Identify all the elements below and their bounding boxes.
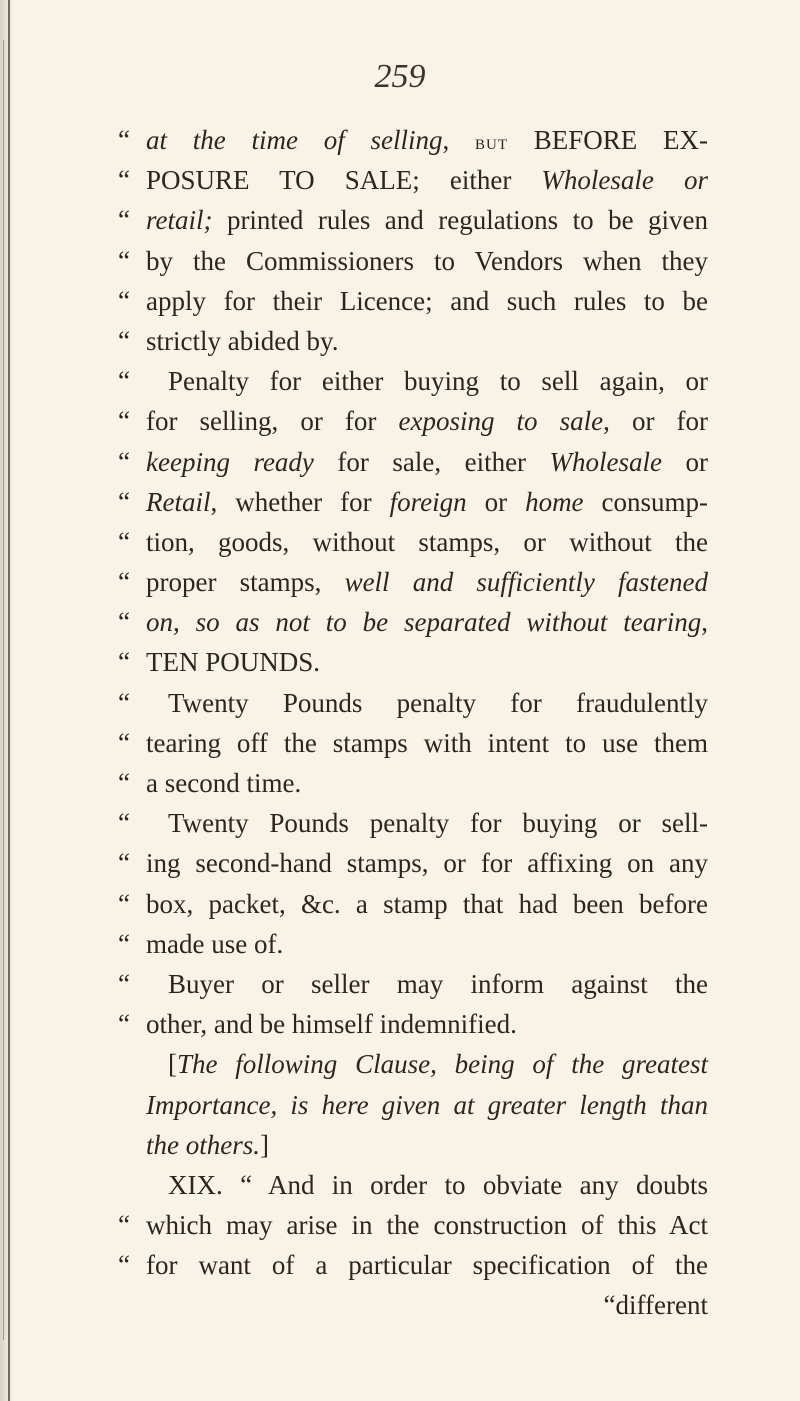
quote-mark: “: [118, 366, 130, 397]
text-segment: tion, goods, without stamps, or without the: [146, 526, 708, 557]
text-segment: foreign: [389, 486, 467, 517]
text-segment: Wholesale: [549, 446, 663, 477]
text-line: [118, 1085, 708, 1125]
text-line: [118, 482, 708, 522]
text-segment: Twenty Pounds penalty for fraudulently: [168, 687, 708, 718]
quote-mark: “: [118, 928, 130, 959]
text-line: [118, 522, 708, 562]
text-segment: consump-: [583, 486, 709, 517]
text-segment: or: [662, 446, 708, 477]
quote-mark: “: [118, 768, 130, 798]
quote-mark: “: [118, 245, 130, 276]
text-line: [118, 401, 708, 441]
quote-mark: “: [118, 406, 130, 437]
text-line: [118, 442, 708, 482]
page-body-text: [118, 120, 708, 1326]
text-segment: TEN POUNDS.: [146, 647, 321, 678]
gutter-shadow-line: [3, 40, 4, 1340]
quote-mark: “: [603, 1290, 616, 1321]
text-line: [118, 200, 708, 240]
text-segment: Twenty Pounds penalty for buying or sell-: [168, 808, 708, 839]
text-line: [118, 683, 708, 723]
text-line: [118, 1245, 708, 1285]
quote-mark: “: [118, 727, 130, 758]
quote-mark: “: [118, 1210, 130, 1241]
text-line: [118, 602, 708, 642]
text-line: [118, 642, 708, 682]
text-segment: other, and be himself indemnified.: [146, 1009, 517, 1040]
quote-mark: “: [118, 1250, 130, 1281]
text-segment: strictly abided by.: [146, 325, 339, 356]
quote-mark: “: [118, 446, 130, 477]
text-line: [118, 924, 708, 964]
text-segment: a second time.: [146, 768, 302, 798]
text-line: [118, 884, 708, 924]
text-line: [118, 723, 708, 763]
text-line: [118, 1165, 708, 1205]
gutter-edge-line: [8, 0, 10, 1401]
text-line: [118, 803, 708, 843]
text-line: [118, 562, 708, 602]
text-line: [118, 1205, 708, 1245]
quote-mark: “: [118, 607, 130, 638]
text-line: [118, 1044, 708, 1084]
text-segment: proper stamps,: [146, 567, 345, 598]
text-line: [118, 160, 708, 200]
text-segment: different: [615, 1290, 708, 1321]
quote-mark: “: [118, 888, 130, 919]
text-segment: , whether for: [210, 486, 390, 517]
text-segment: home: [525, 486, 584, 517]
text-line: [118, 361, 708, 401]
quote-mark: “: [118, 125, 130, 155]
text-line: [118, 1125, 708, 1165]
text-segment: made use of.: [146, 928, 284, 959]
quote-mark: “: [118, 808, 130, 839]
text-segment: Buyer or seller may inform against the: [168, 968, 708, 999]
text-segment: ing second-hand stamps, or for affixing on any: [146, 848, 708, 879]
text-segment: or: [466, 486, 526, 517]
text-segment: for selling, or for: [146, 406, 399, 437]
text-segment: XIX. “ And in order to obviate any doubts: [168, 1169, 708, 1200]
text-segment: keeping ready: [146, 446, 314, 477]
text-segment: ]: [260, 1129, 269, 1160]
quote-mark: “: [118, 687, 130, 718]
text-line: [118, 281, 708, 321]
text-segment: for sale, either: [313, 446, 550, 477]
text-segment: apply for their Licence; and such rules to be: [146, 285, 708, 316]
text-segment: printed rules and regulations to be given: [212, 205, 708, 236]
text-segment: which may arise in the construction of this Act: [146, 1210, 708, 1241]
text-segment: tearing off the stamps with intent to use them: [146, 727, 708, 758]
quote-mark: “: [118, 285, 130, 316]
quote-mark: “: [118, 205, 130, 236]
text-segment: on, so as not to be separated without tearing: [146, 607, 702, 638]
text-segment: but: [475, 130, 508, 154]
text-segment: exposing to sale: [398, 406, 604, 437]
text-segment: ,: [701, 607, 708, 638]
text-segment: at the time of selling: [146, 125, 443, 155]
quote-mark: “: [118, 486, 130, 517]
text-segment: box, packet, &c. a stamp that had been before: [146, 888, 708, 919]
text-segment: retail;: [146, 205, 213, 236]
page-number: 259: [374, 58, 426, 95]
quote-mark: “: [118, 968, 130, 999]
text-line: [118, 1285, 708, 1325]
quote-mark: “: [118, 848, 130, 879]
text-line: [118, 1004, 708, 1044]
text-segment: BEFORE EX-: [508, 125, 709, 155]
text-segment: well and sufficiently fastened: [344, 567, 709, 598]
text-line: [118, 843, 708, 883]
quote-mark: “: [118, 647, 130, 678]
text-line: [118, 241, 708, 281]
text-segment: the others.: [146, 1129, 260, 1160]
quote-mark: “: [118, 165, 130, 196]
quote-mark: “: [118, 567, 130, 598]
text-line: [118, 763, 708, 803]
quote-mark: “: [118, 1009, 130, 1040]
text-segment: POSURE TO SALE; either: [146, 165, 542, 196]
text-segment: for want of a particular specification of the: [146, 1250, 708, 1281]
quote-mark: “: [118, 325, 130, 356]
text-line: [118, 120, 708, 160]
text-segment: Wholesale or: [541, 165, 708, 196]
text-segment: Importance, is here given at greater length than: [146, 1089, 708, 1120]
text-segment: Penalty for either buying to sell again, or: [168, 366, 708, 397]
text-segment: by the Commissioners to Vendors when they: [146, 245, 708, 276]
text-line: [118, 964, 708, 1004]
text-segment: [: [168, 1049, 177, 1080]
text-segment: ,: [442, 125, 475, 155]
text-line: [118, 321, 708, 361]
text-segment: The following Clause, being of the greatest: [177, 1049, 708, 1080]
quote-mark: “: [118, 526, 130, 557]
text-segment: Retail: [146, 486, 211, 517]
text-segment: , or for: [603, 406, 708, 437]
